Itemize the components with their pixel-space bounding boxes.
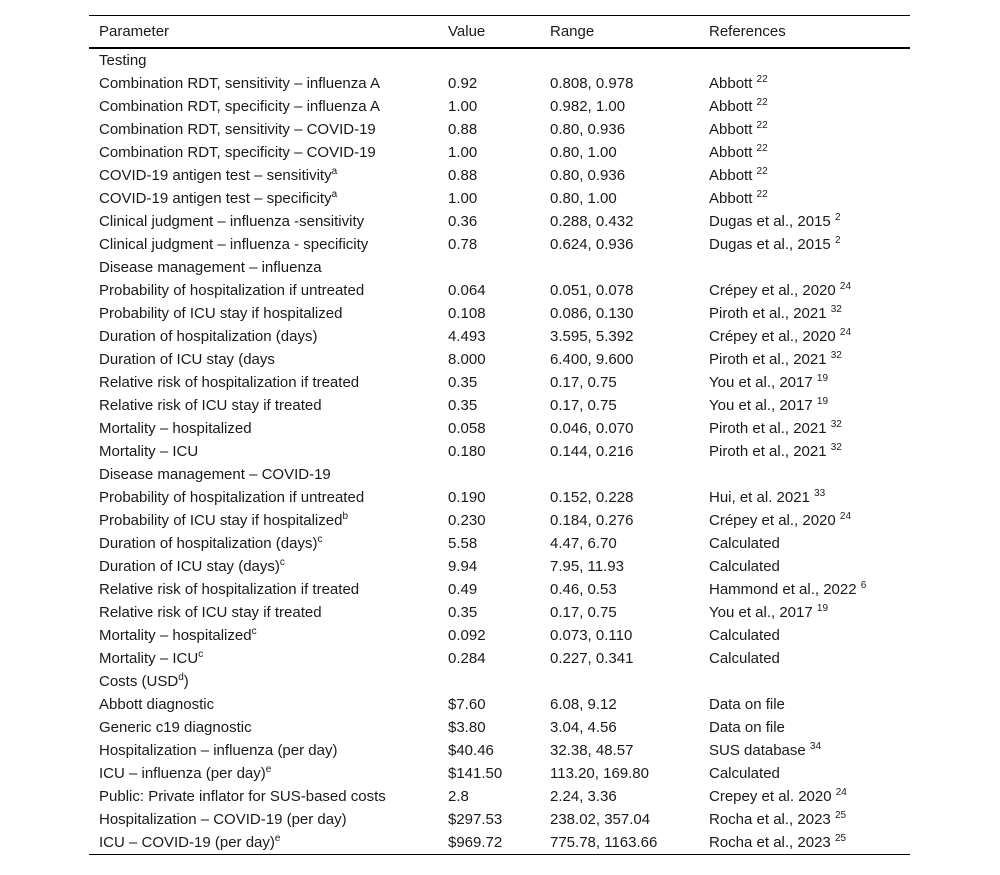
cell-reference [699, 371, 910, 394]
citation-number: 34 [809, 740, 822, 752]
table-row [89, 371, 910, 394]
cell-reference [699, 693, 910, 716]
cell-range: 0.288, 0.432 [550, 212, 634, 230]
parameter-text: Mortality – ICU [99, 442, 199, 460]
section-label: Costs (USD [99, 672, 179, 690]
citation-number: 22 [756, 96, 768, 108]
cell-range: 0.80, 0.936 [550, 120, 626, 138]
header-parameter: Parameter [89, 16, 438, 48]
cell-parameter [89, 509, 438, 532]
table-row [89, 348, 910, 371]
cell-value: 0.88 [448, 166, 478, 184]
cell-reference [699, 601, 910, 624]
section-row [89, 48, 910, 72]
footnote-marker: c [279, 556, 285, 568]
cell-reference [699, 716, 910, 739]
cell-value: 0.92 [448, 74, 478, 92]
section-row [89, 670, 910, 693]
reference-text: You et al., 2017 [709, 603, 813, 621]
header-row [89, 16, 910, 48]
citation-number: 19 [816, 395, 829, 407]
cell-range: 0.80, 0.936 [550, 166, 626, 184]
cell-value: 0.064 [448, 281, 486, 299]
citation-number: 2 [834, 211, 841, 223]
section-label: Testing [99, 51, 147, 69]
parameter-text: Abbott diagnostic [99, 695, 215, 713]
table-row [89, 785, 910, 808]
reference-text: Crépey et al., 2020 [709, 281, 836, 299]
cell-value: 0.058 [448, 419, 486, 437]
cell-value: 0.78 [448, 235, 478, 253]
parameter-text: Probability of hospitalization if untreated [99, 488, 365, 506]
parameter-text: Generic c19 diagnostic [99, 718, 252, 736]
cell-parameter [89, 164, 438, 187]
table-row [89, 141, 910, 164]
cell-parameter [89, 95, 438, 118]
cell-value: 2.8 [448, 787, 469, 805]
cell-value: 0.180 [448, 442, 486, 460]
citation-number: 22 [756, 142, 768, 154]
cell-range: 238.02, 357.04 [550, 810, 651, 828]
cell-parameter [89, 394, 438, 417]
section-title [89, 256, 910, 279]
cell-reference [699, 279, 910, 302]
reference-text: Calculated [709, 557, 780, 575]
cell-value: 0.108 [448, 304, 486, 322]
parameter-text: Duration of hospitalization (days) [99, 534, 318, 552]
cell-value: 0.190 [448, 488, 486, 506]
cell-reference [699, 532, 910, 555]
reference-text: Dugas et al., 2015 [709, 212, 831, 230]
reference-text: Abbott [709, 74, 753, 92]
table-row [89, 302, 910, 325]
reference-text: Crépey et al., 2020 [709, 327, 836, 345]
cell-reference [699, 509, 910, 532]
cell-range: 0.073, 0.110 [550, 626, 633, 644]
footnote-marker: a [331, 165, 338, 177]
header-references: References [699, 16, 910, 48]
footnote-marker: a [331, 188, 338, 200]
parameter-text: Duration of ICU stay (days) [99, 557, 280, 575]
cell-value: 0.35 [448, 396, 478, 414]
cell-parameter [89, 624, 438, 647]
cell-parameter [89, 532, 438, 555]
cell-parameter [89, 555, 438, 578]
reference-text: Abbott [709, 97, 753, 115]
citation-number: 32 [830, 349, 842, 361]
reference-text: Hui, et al. 2021 [709, 488, 810, 506]
citation-number: 22 [756, 188, 768, 200]
cell-parameter [89, 693, 438, 716]
reference-text: Calculated [709, 626, 780, 644]
cell-parameter [89, 325, 438, 348]
table-row [89, 578, 910, 601]
table-row [89, 210, 910, 233]
cell-parameter [89, 72, 438, 95]
cell-reference [699, 394, 910, 417]
cell-range: 6.08, 9.12 [550, 695, 617, 713]
reference-text: Abbott [709, 166, 753, 184]
table-row [89, 624, 910, 647]
parameter-text: Mortality – ICU [99, 649, 199, 667]
cell-parameter [89, 716, 438, 739]
cell-parameter [89, 210, 438, 233]
cell-range: 0.80, 1.00 [550, 143, 617, 161]
reference-text: Piroth et al., 2021 [709, 350, 827, 368]
reference-text: Calculated [709, 764, 780, 782]
parameter-text: COVID-19 antigen test – sensitivity [99, 166, 332, 184]
table-header [89, 16, 910, 48]
citation-number: 32 [830, 441, 842, 453]
cell-reference [699, 831, 910, 855]
reference-text: Abbott [709, 189, 753, 207]
citation-number: 6 [860, 579, 867, 591]
footnote-marker: b [342, 510, 349, 522]
cell-parameter [89, 302, 438, 325]
section-label-suffix: ) [183, 672, 189, 690]
table-row [89, 118, 910, 141]
cell-range: 3.595, 5.392 [550, 327, 634, 345]
citation-number: 25 [834, 809, 847, 821]
reference-text: Abbott [709, 143, 753, 161]
cell-value: 0.35 [448, 373, 478, 391]
cell-value: 0.35 [448, 603, 478, 621]
table-row [89, 762, 910, 785]
reference-text: Rocha et al., 2023 [709, 833, 831, 851]
parameter-text: Clinical judgment – influenza -sensitivity [99, 212, 365, 230]
table-row [89, 440, 910, 463]
cell-range: 0.227, 0.341 [550, 649, 634, 667]
reference-text: Data on file [709, 695, 785, 713]
reference-text: Calculated [709, 649, 780, 667]
reference-text: Piroth et al., 2021 [709, 419, 827, 437]
cell-parameter [89, 739, 438, 762]
cell-parameter [89, 808, 438, 831]
reference-text: Crépey et al., 2020 [709, 511, 836, 529]
table-row [89, 693, 910, 716]
citation-number: 32 [830, 418, 842, 430]
footnote-marker: c [317, 533, 323, 545]
cell-value: $40.46 [448, 741, 494, 759]
cell-range: 6.400, 9.600 [550, 350, 634, 368]
cell-reference [699, 647, 910, 670]
cell-parameter [89, 187, 438, 210]
cell-reference [699, 808, 910, 831]
cell-value: 8.000 [448, 350, 486, 368]
table-row [89, 72, 910, 95]
parameter-text: Mortality – hospitalized [99, 626, 252, 644]
parameter-text: Hospitalization – influenza (per day) [99, 741, 338, 759]
citation-number: 22 [756, 119, 768, 131]
reference-text: You et al., 2017 [709, 373, 813, 391]
reference-text: Data on file [709, 718, 785, 736]
cell-parameter [89, 831, 438, 855]
cell-value: 5.58 [448, 534, 478, 552]
parameter-text: Combination RDT, sensitivity – COVID-19 [99, 120, 376, 138]
cell-value: 0.092 [448, 626, 486, 644]
cell-value: 4.493 [448, 327, 486, 345]
cell-range: 2.24, 3.36 [550, 787, 617, 805]
cell-value: 1.00 [448, 97, 478, 115]
reference-text: Rocha et al., 2023 [709, 810, 831, 828]
citation-number: 24 [835, 786, 847, 798]
parameters-table [89, 15, 910, 855]
table-row [89, 509, 910, 532]
citation-number: 24 [839, 280, 852, 292]
parameter-text: Hospitalization – COVID-19 (per day) [99, 810, 347, 828]
table-row [89, 187, 910, 210]
cell-reference [699, 187, 910, 210]
cell-parameter [89, 371, 438, 394]
table-row [89, 394, 910, 417]
cell-value: 0.36 [448, 212, 478, 230]
table-row [89, 164, 910, 187]
footnote-marker: d [178, 671, 184, 683]
parameter-text: Relative risk of ICU stay if treated [99, 396, 322, 414]
section-label: Disease management – COVID-19 [99, 465, 331, 483]
footnote-marker: c [198, 648, 204, 660]
footnote-marker: e [265, 763, 272, 775]
cell-parameter [89, 486, 438, 509]
parameter-text: Relative risk of hospitalization if treated [99, 373, 360, 391]
cell-reference [699, 578, 910, 601]
cell-range: 32.38, 48.57 [550, 741, 634, 759]
cell-range: 0.17, 0.75 [550, 396, 617, 414]
table-row [89, 486, 910, 509]
cell-range: 7.95, 11.93 [550, 557, 624, 575]
cell-reference [699, 210, 910, 233]
footnote-marker: e [274, 832, 281, 844]
cell-reference [699, 762, 910, 785]
cell-range: 0.624, 0.936 [550, 235, 634, 253]
cell-reference [699, 486, 910, 509]
cell-value: $141.50 [448, 764, 503, 782]
cell-value: 1.00 [448, 143, 478, 161]
cell-parameter [89, 601, 438, 624]
cell-range: 113.20, 169.80 [550, 764, 649, 782]
section-label: Disease management – influenza [99, 258, 322, 276]
section-row [89, 256, 910, 279]
parameter-text: COVID-19 antigen test – specificity [99, 189, 332, 207]
reference-text: Calculated [709, 534, 780, 552]
table-row [89, 831, 910, 855]
table-row [89, 555, 910, 578]
cell-parameter [89, 118, 438, 141]
cell-range: 4.47, 6.70 [550, 534, 617, 552]
citation-number: 24 [839, 510, 852, 522]
cell-range: 3.04, 4.56 [550, 718, 617, 736]
table-row [89, 808, 910, 831]
header-value: Value [438, 16, 540, 48]
cell-range: 0.046, 0.070 [550, 419, 634, 437]
reference-text: Dugas et al., 2015 [709, 235, 831, 253]
cell-value: 0.284 [448, 649, 486, 667]
cell-reference [699, 739, 910, 762]
table-row [89, 279, 910, 302]
parameter-text: Combination RDT, specificity – COVID-19 [99, 143, 376, 161]
cell-reference [699, 72, 910, 95]
table-row [89, 601, 910, 624]
citation-number: 25 [834, 832, 847, 844]
section-row [89, 463, 910, 486]
cell-range: 0.808, 0.978 [550, 74, 634, 92]
citation-number: 24 [839, 326, 852, 338]
parameter-text: Public: Private inflator for SUS-based costs [99, 787, 386, 805]
cell-reference [699, 555, 910, 578]
reference-text: You et al., 2017 [709, 396, 813, 414]
cell-value: 9.94 [448, 557, 478, 575]
cell-range: 0.80, 1.00 [550, 189, 617, 207]
cell-range: 0.17, 0.75 [550, 603, 617, 621]
parameter-text: Probability of ICU stay if hospitalized [99, 304, 343, 322]
table-row [89, 233, 910, 256]
cell-reference [699, 302, 910, 325]
cell-parameter [89, 762, 438, 785]
cell-range: 0.051, 0.078 [550, 281, 634, 299]
citation-number: 2 [834, 234, 841, 246]
parameter-text: Duration of hospitalization (days) [99, 327, 318, 345]
parameter-text: Duration of ICU stay (days [99, 350, 275, 368]
parameter-text: Probability of ICU stay if hospitalized [99, 511, 343, 529]
section-title [89, 463, 910, 486]
parameter-text: Combination RDT, specificity – influenza A [99, 97, 380, 115]
cell-range: 0.17, 0.75 [550, 373, 617, 391]
cell-reference [699, 417, 910, 440]
cell-parameter [89, 279, 438, 302]
cell-parameter [89, 417, 438, 440]
table-row [89, 95, 910, 118]
cell-value: $3.80 [448, 718, 486, 736]
footnote-marker: c [251, 625, 257, 637]
cell-parameter [89, 233, 438, 256]
table-row [89, 417, 910, 440]
cell-parameter [89, 578, 438, 601]
cell-reference [699, 141, 910, 164]
section-title [89, 670, 910, 693]
parameter-text: Clinical judgment – influenza - specificity [99, 235, 369, 253]
cell-value: $297.53 [448, 810, 503, 828]
cell-reference [699, 95, 910, 118]
cell-parameter [89, 647, 438, 670]
cell-range: 0.086, 0.130 [550, 304, 634, 322]
table-row [89, 532, 910, 555]
section-title [89, 48, 910, 72]
table-row [89, 716, 910, 739]
reference-text: Piroth et al., 2021 [709, 442, 827, 460]
cell-value: $969.72 [438, 831, 540, 855]
cell-reference [699, 325, 910, 348]
parameter-text: Relative risk of ICU stay if treated [99, 603, 322, 621]
cell-range: 0.144, 0.216 [550, 442, 634, 460]
cell-value: 1.00 [448, 189, 478, 207]
reference-text: SUS database [709, 741, 806, 759]
cell-range: 0.982, 1.00 [550, 97, 626, 115]
header-range: Range [540, 16, 699, 48]
cell-value: 0.230 [448, 511, 486, 529]
cell-reference [699, 624, 910, 647]
cell-range: 0.152, 0.228 [550, 488, 634, 506]
parameter-text: Probability of hospitalization if untreated [99, 281, 365, 299]
cell-parameter [89, 440, 438, 463]
cell-reference [699, 785, 910, 808]
reference-text: Crepey et al. 2020 [709, 787, 832, 805]
cell-parameter [89, 785, 438, 808]
cell-reference [699, 118, 910, 141]
parameters-table-container [89, 15, 910, 855]
table-row [89, 325, 910, 348]
parameter-text: Mortality – hospitalized [99, 419, 252, 437]
cell-value: 0.49 [448, 580, 478, 598]
citation-number: 22 [756, 73, 768, 85]
citation-number: 19 [816, 602, 829, 614]
reference-text: Abbott [709, 120, 753, 138]
cell-range: 0.46, 0.53 [550, 580, 617, 598]
cell-reference [699, 440, 910, 463]
cell-range: 775.78, 1163.66 [540, 831, 699, 855]
cell-value: 0.88 [448, 120, 478, 138]
citation-number: 19 [816, 372, 829, 384]
cell-range: 0.184, 0.276 [550, 511, 634, 529]
parameter-text: Relative risk of hospitalization if treated [99, 580, 360, 598]
reference-text: Piroth et al., 2021 [709, 304, 827, 322]
cell-reference [699, 348, 910, 371]
parameter-text: ICU – COVID-19 (per day) [99, 833, 275, 851]
cell-reference [699, 164, 910, 187]
cell-parameter [89, 141, 438, 164]
parameter-text: Combination RDT, sensitivity – influenza A [99, 74, 380, 92]
reference-text: Hammond et al., 2022 [709, 580, 857, 598]
citation-number: 32 [830, 303, 842, 315]
cell-parameter [89, 348, 438, 371]
parameter-text: ICU – influenza (per day) [99, 764, 266, 782]
citation-number: 33 [814, 487, 826, 499]
table-row [89, 739, 910, 762]
table-body [89, 48, 910, 855]
table-row [89, 647, 910, 670]
cell-value: $7.60 [448, 695, 486, 713]
citation-number: 22 [756, 165, 768, 177]
cell-reference [699, 233, 910, 256]
